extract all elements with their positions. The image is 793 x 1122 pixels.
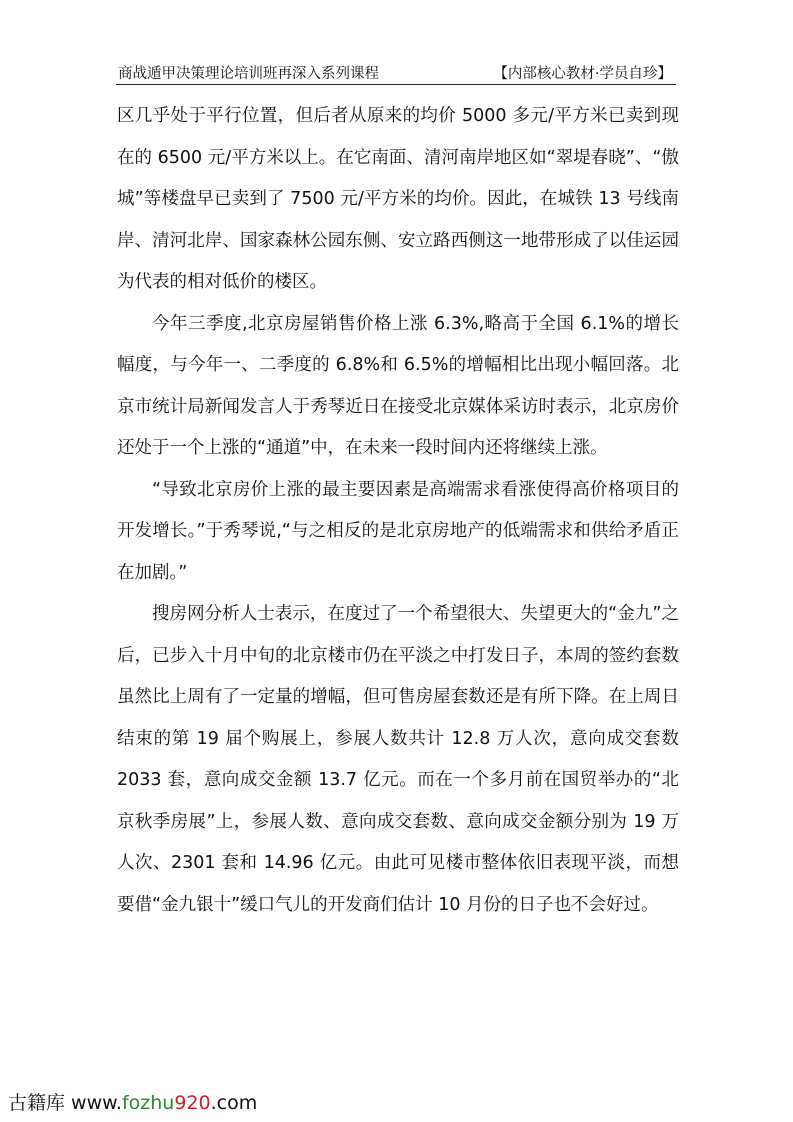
footer-watermark <box>8 1088 257 1115</box>
paragraph: 搜房网分析人士表示，在度过了一个希望很大、失望更大的“金九”之后，已步入十月中旬的北京楼市仍在平淡之中打发日子，本周的签约套数虽然比上周有了一定量的增幅，但可售房屋套数还是有所下降。在上周日结束的第 19 届个购展上，参展人数共计 12.8 万人次，意向成交套数 2033 套，意向成交金额 13.7 亿元。而在一个多月前在国贸举办的“北京秋季房展”上，参展人数、意向成交套数、意向成交金额分别为 19 万人次、2301 套和 14.96 亿元。由此可见楼市整体依旧表现平淡，而想要借“金九银十”缓口气儿的开发商们估计 10 月份的日子也不会好过。 <box>117 604 679 915</box>
header-course-title: 商战遁甲决策理论培训班再深入系列课程 <box>118 66 379 82</box>
paragraph: “导致北京房价上涨的最主要因素是高端需求看涨使得高价格项目的开发增长。”于秀琴说,“与之相反的是北京房地产的低端需求和供给矛盾正在加剧。” <box>117 479 679 583</box>
paragraph: 今年三季度,北京房屋销售价格上涨 6.3%,略高于全国 6.1%的增长幅度，与今年一、二季度的 6.8%和 6.5%的增幅相比出现小幅回落。北京市统计局新闻发言人于秀琴近日在接受北京媒体采访时表示，北京房价还处于一个上涨的“通道”中，在未来一段时间内还将继续上涨。 <box>117 313 679 458</box>
page-header <box>116 60 676 85</box>
document-body <box>117 96 679 926</box>
footer-url-suffix: .com <box>210 1092 258 1114</box>
footer-url-mid: fozhu <box>121 1092 175 1114</box>
footer-site-name: 古籍库 <box>8 1092 72 1114</box>
footer-url-num: 920 <box>174 1092 211 1114</box>
footer-url-prefix: www. <box>71 1092 122 1114</box>
paragraph: 区几乎处于平行位置，但后者从原来的均价 5000 多元/平方米已卖到现在的 6500 元/平方米以上。在它南面、清河南岸地区如“翠堤春晓”、“傲城”等楼盘早已卖到了 7500 元/平方米的均价。因此，在城铁 13 号线南岸、清河北岸、国家森林公园东侧、安立路西侧这一地带形成了以佳运园为代表的相对低价的楼区。 <box>117 106 679 292</box>
header-label: 【内部核心教材·学员自珍】 <box>493 66 672 82</box>
